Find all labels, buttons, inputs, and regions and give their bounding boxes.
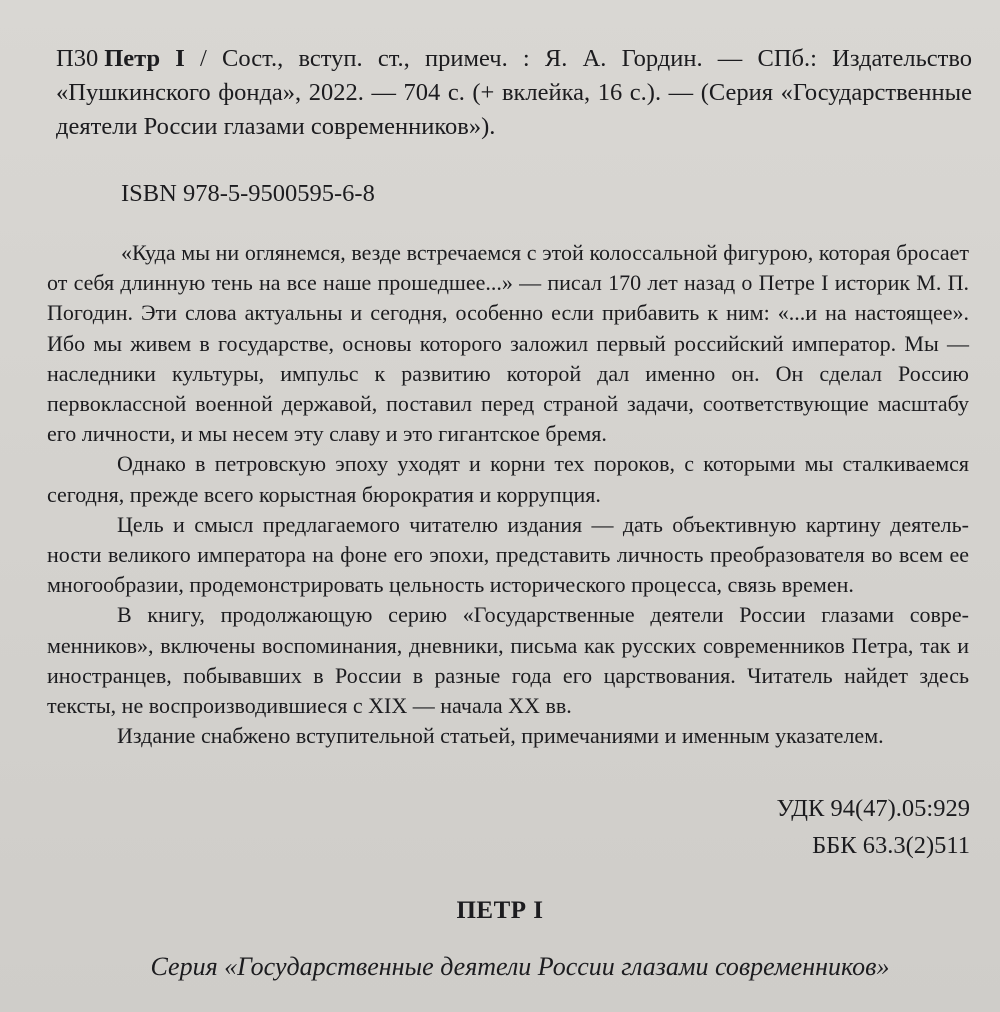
abstract-paragraph: «Куда мы ни оглянемся, везде встречаемся с этой колоссальной фигурою, которая бросает от себя длинную тень на все наше прошедшее...» — писал 170 лет назад о Петре I историк М. П. Погодин. Эти слова актуальны и сегодня, особенно если прибавить к ним: «...и на настоящее». Ибо мы живем в государстве, основы которого заложил первый российский император. Мы — наследники культуры, импульс к развитию которой дал именно он. Он сделал Россию первоклассной военной державой, поставил перед страной задачи, соответствующие масштабу его личности, и мы несем эту славу и это гигантское бремя.: [47, 240, 969, 447]
abstract-paragraph: В книгу, продолжающую серию «Государственные деятели России глазами современников», включены воспоминания, дневники, письма как русских современников Петра, так и иностранцев, побывавших в России в разные года его царствования. Читатель найдет здесь тексты, не воспроизводившиеся с XIX — начала XX вв.: [47, 602, 969, 719]
udk-index: УДК 94(47).05:929: [776, 795, 970, 822]
series-title: Серия «Государственные деятели России глазами современников»: [150, 952, 890, 981]
abstract-paragraph: Издание снабжено вступительной статьей, примечаниями и именным указателем.: [117, 723, 884, 749]
book-title: ПЕТР I: [456, 897, 544, 924]
record-title: Петр I: [104, 45, 185, 72]
bibliographic-record: [56, 42, 972, 144]
bbk-index: ББК 63.3(2)511: [812, 832, 970, 859]
isbn: ISBN 978-5-9500595-6-8: [121, 180, 375, 207]
classification-code: П30: [56, 45, 99, 72]
abstract: [47, 238, 969, 751]
abstract-paragraph: Цель и смысл предлагаемого читателю издания — дать объективную картину деятельности великого императора на фоне его эпохи, представить личность преобразователя во всем ее многообразии, продемонстрировать цельность исторического процесса, связь времен.: [47, 511, 969, 598]
abstract-paragraph: Однако в петровскую эпоху уходят и корни тех пороков, с которыми мы сталкиваемся сегодня, прежде всего корыстная бюрократия и коррупция.: [47, 451, 969, 507]
record-details: / Сост., вступ. ст., примеч. : Я. А. Гордин. — СПб.: Издательство «Пушкинского фонда», 2022. — 704 с. (+ вклейка, 16 с.). — (Серия «Государственные деятели России глазами современников»).: [56, 45, 972, 140]
